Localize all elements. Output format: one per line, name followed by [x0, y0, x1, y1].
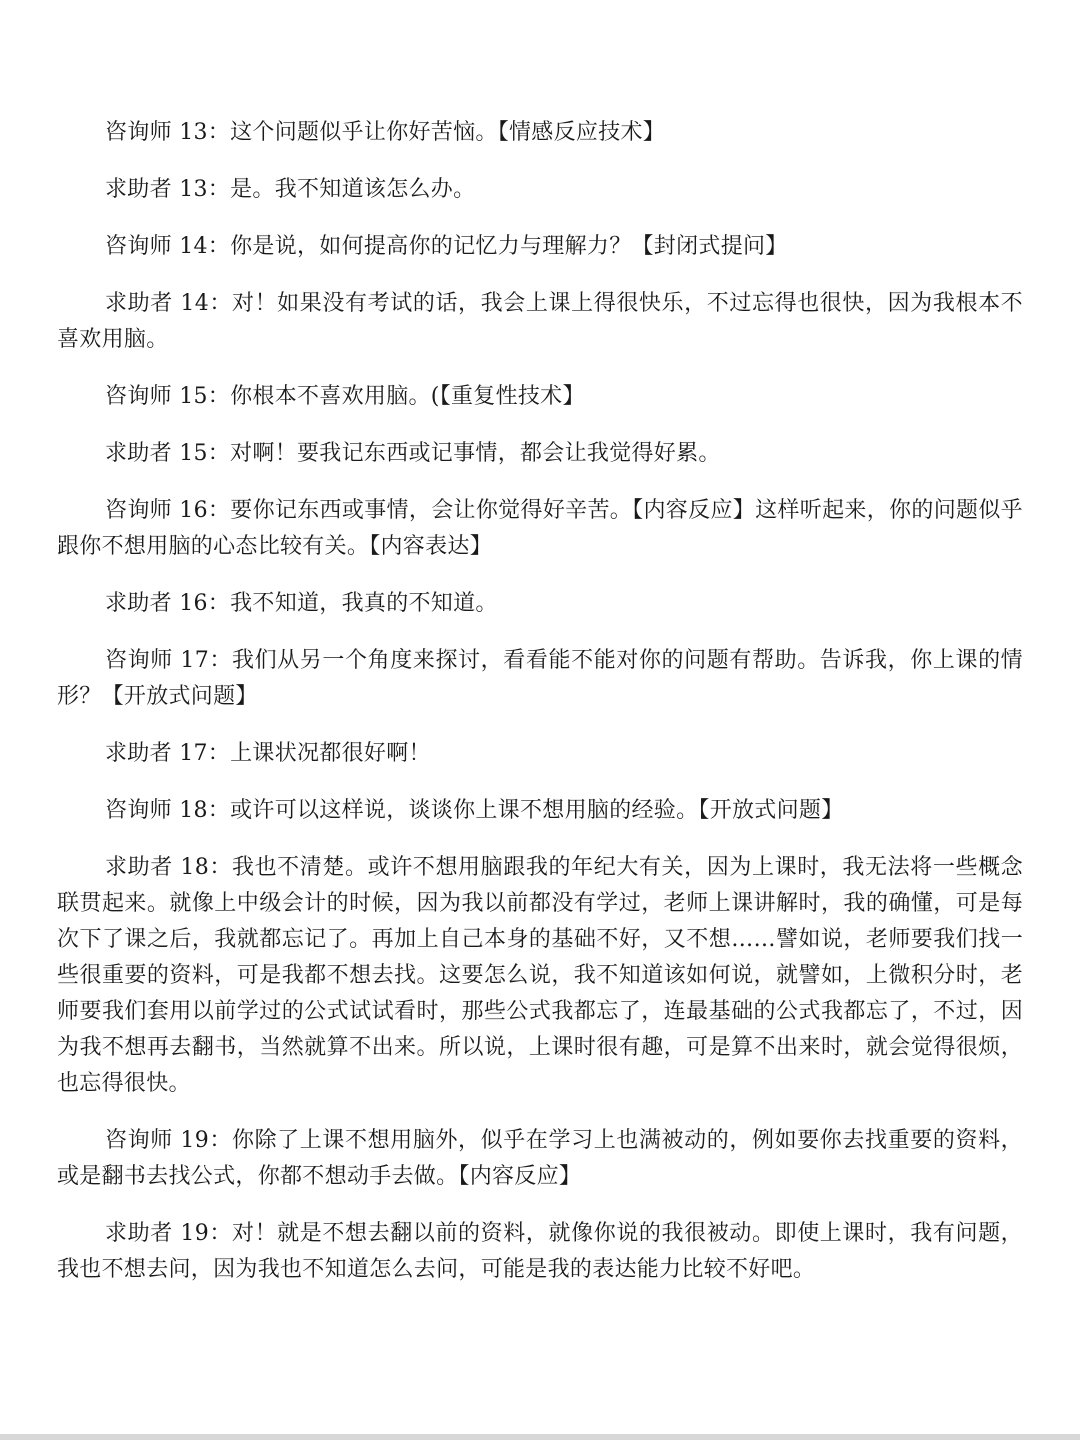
- page-bottom-divider: [0, 1434, 1080, 1440]
- counselor-16-paragraph: [57, 493, 1023, 565]
- speaker-label: 求助者 18：: [105, 855, 232, 880]
- utterance-text: 你是说，如何提高你的记忆力与理解力？【封闭式提问】: [230, 234, 788, 259]
- counselor-18-paragraph: [57, 793, 1023, 829]
- counselor-19-paragraph: [57, 1123, 1023, 1195]
- speaker-label: 咨询师 13：: [105, 120, 231, 145]
- counselor-17-paragraph: [57, 643, 1023, 715]
- speaker-label: 咨询师 17：: [105, 648, 232, 673]
- client-16-paragraph: [57, 586, 1023, 622]
- utterance-text: 你除了上课不想用脑外，似乎在学习上也满被动的，例如要你去找重要的资料，或是翻书去找公式，你都不想动手去做。【内容反应】: [57, 1128, 1023, 1189]
- client-19-paragraph: [57, 1216, 1023, 1288]
- utterance-text: 我也不清楚。或许不想用脑跟我的年纪大有关，因为上课时，我无法将一些概念联贯起来。就像上中级会计的时候，因为我以前都没有学过，老师上课讲解时，我的确懂，可是每次下了课之后，我就都忘记了。再加上自己本身的基础不好，又不想……譬如说，老师要我们找一些很重要的资料，可是我都不想去找。这要怎么说，我不知道该如何说，就譬如，上微积分时，老师要我们套用以前学过的公式试试看时，那些公式我都忘了，连最基础的公式我都忘了，不过，因为我不想再去翻书，当然就算不出来。所以说，上课时很有趣，可是算不出来时，就会觉得很烦，也忘得很快。: [57, 855, 1023, 1096]
- client-15-paragraph: [57, 436, 1023, 472]
- client-17-paragraph: [57, 736, 1023, 772]
- speaker-label: 咨询师 15：: [105, 384, 231, 409]
- counselor-14-paragraph: [57, 229, 1023, 265]
- utterance-text: 你根本不喜欢用脑。(【重复性技术】: [230, 384, 585, 409]
- speaker-label: 咨询师 18：: [105, 798, 231, 823]
- speaker-label: 咨询师 14：: [105, 234, 231, 259]
- speaker-label: 求助者 14：: [105, 291, 232, 316]
- speaker-label: 求助者 17：: [105, 741, 231, 766]
- utterance-text: 要你记东西或事情，会让你觉得好辛苦。【内容反应】这样听起来，你的问题似乎跟你不想用脑的心态比较有关。【内容表达】: [57, 498, 1023, 559]
- utterance-text: 对！如果没有考试的话，我会上课上得很快乐，不过忘得也很快，因为我根本不喜欢用脑。: [57, 291, 1023, 352]
- utterance-text: 或许可以这样说，谈谈你上课不想用脑的经验。【开放式问题】: [230, 798, 844, 823]
- utterance-text: 我不知道，我真的不知道。: [230, 591, 498, 616]
- client-14-paragraph: [57, 286, 1023, 358]
- counselor-15-paragraph: [57, 379, 1023, 415]
- utterance-text: 我们从另一个角度来探讨，看看能不能对你的问题有帮助。告诉我，你上课的情形？【开放式问题】: [57, 648, 1023, 709]
- client-13-paragraph: [57, 172, 1023, 208]
- client-18-paragraph: [57, 850, 1023, 1102]
- speaker-label: 求助者 15：: [105, 441, 231, 466]
- utterance-text: 是。我不知道该怎么办。: [230, 177, 476, 202]
- utterance-text: 对啊！要我记东西或记事情，都会让我觉得好累。: [230, 441, 721, 466]
- utterance-text: 上课状况都很好啊！: [230, 741, 431, 766]
- speaker-label: 求助者 16：: [105, 591, 231, 616]
- counselor-13-paragraph: [57, 115, 1023, 151]
- speaker-label: 咨询师 16：: [105, 498, 231, 523]
- utterance-text: 对！就是不想去翻以前的资料，就像你说的我很被动。即使上课时，我有问题，我也不想去问，因为我也不知道怎么去问，可能是我的表达能力比较不好吧。: [57, 1221, 1023, 1282]
- utterance-text: 这个问题似乎让你好苦恼。【情感反应技术】: [230, 120, 666, 145]
- speaker-label: 咨询师 19：: [105, 1128, 232, 1153]
- speaker-label: 求助者 19：: [105, 1221, 232, 1246]
- speaker-label: 求助者 13：: [105, 177, 231, 202]
